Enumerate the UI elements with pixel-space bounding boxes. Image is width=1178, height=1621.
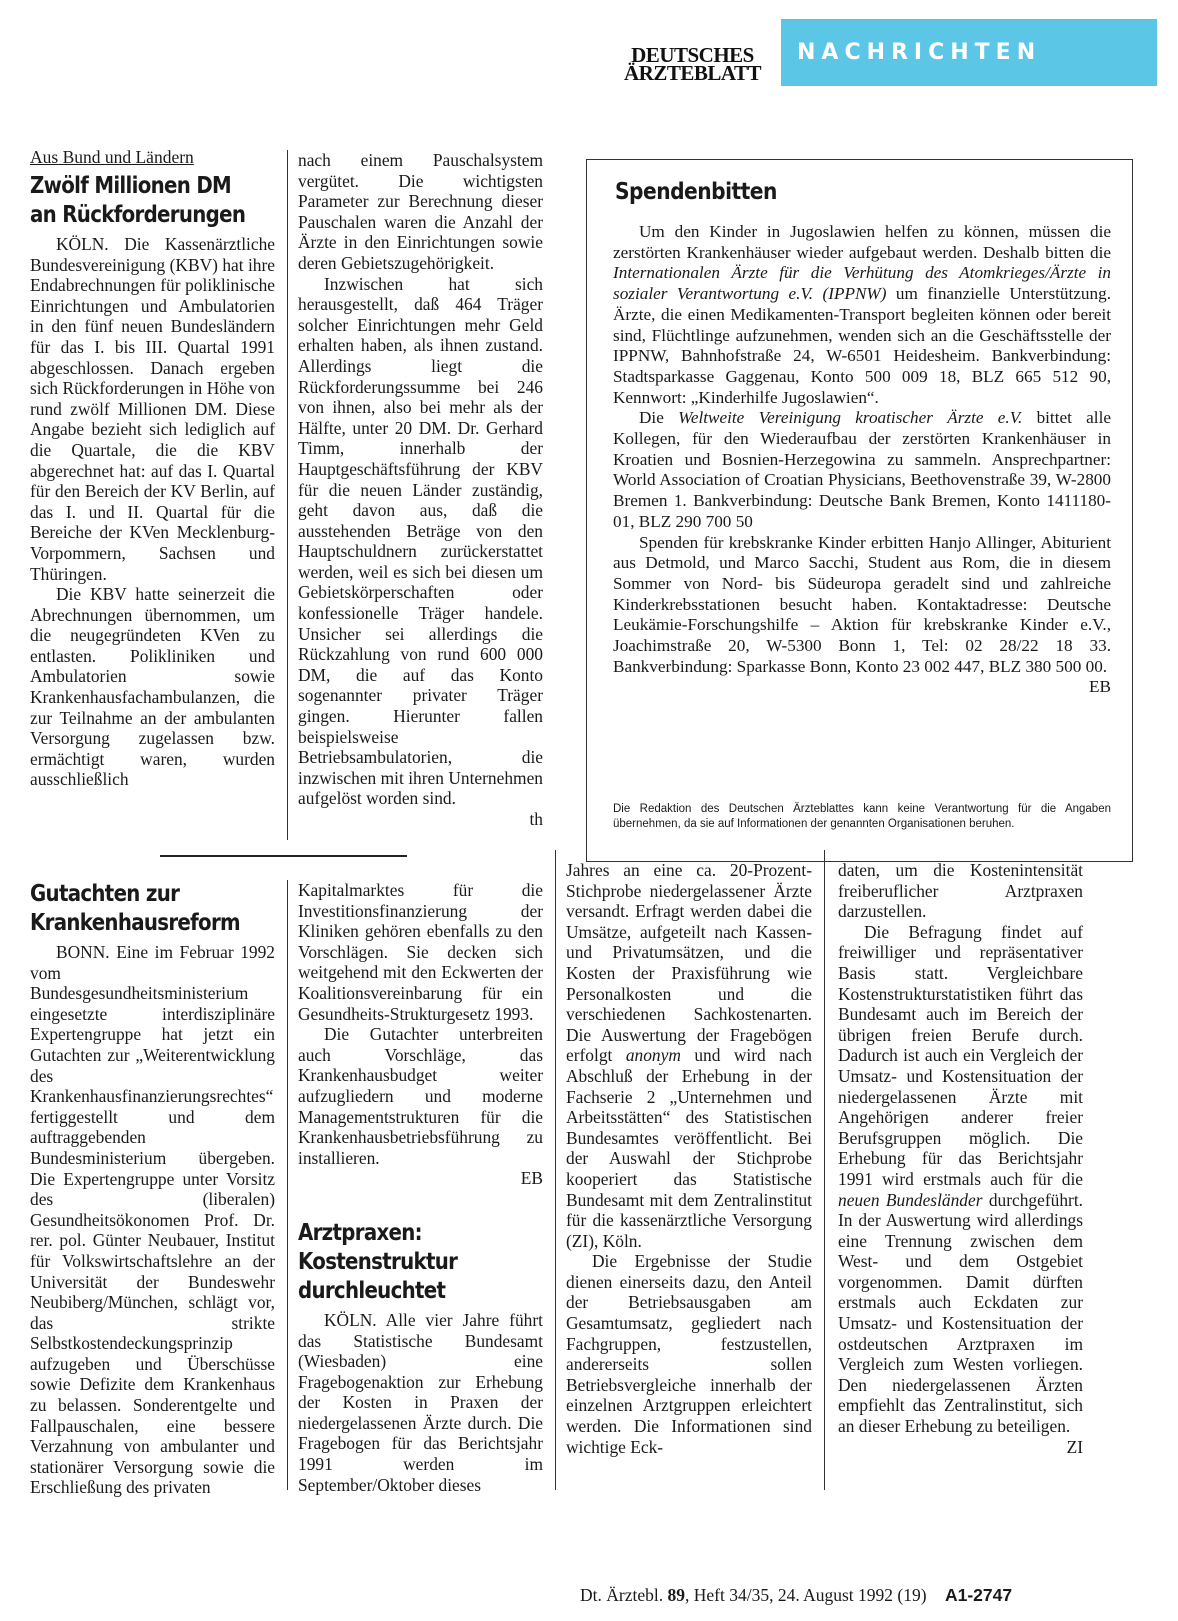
paragraph: daten, um die Kostenintensität freiberuflicher Arztpraxen darzustellen. — [838, 860, 1083, 922]
article1-column-1 — [30, 146, 275, 790]
box-title: Spendenbitten — [615, 179, 777, 205]
section-divider — [160, 855, 407, 857]
box-paragraph-1: Um den Kinder in Jugoslawien helfen zu können, müssen die zerstörten Krankenhäuser wieder aufgebaut werden. Deshalb bitten die Internationalen Ärzte für die Verhütung des Atomkrieges/Ärzte in sozialer Verantwortung e.V. (IPPNW) um finanzielle Unterstützung. Ärzte, die einen Medikamenten-Transport begleiten können oder bereit sind, Flüchtlinge aufzunehmen, wenden sich an die Geschäftsstelle der IPPNW, Bahnhofstraße 24, W-6501 Heidesheim. Bankverbindung: Stadtsparkasse Gaggenau, Konto 500 009 18, BLZ 665 512 90, Kennwort: „Kinderhilfe Jugoslawien“. — [613, 222, 1111, 407]
author-sign: EB — [520, 1168, 543, 1189]
box-paragraph-2: Die Weltweite Vereinigung kroatischer Ärzte e.V. bittet alle Kollegen, für den Wiederaufbau der zerstörten Krankenhäuser in Kroatien und Bosnien-Herzegowina zu sammeln. Ansprechpartner: World Association of Croatian Physicians, Beethovenstraße 39, W-2800 Bremen 1. Bankverbindung: Deutsche Bank Bremen, Konto 1411180-01, BLZ 290 700 50 — [613, 408, 1111, 531]
box-italic-organization: Weltweite Vereinigung kroatischer Ärzte e.V. — [678, 408, 1023, 428]
citation: Dt. Ärztebl. 89, Heft 34/35, 24. August 1992 (19) — [580, 1585, 927, 1605]
author-sign: EB — [1089, 677, 1111, 697]
box-italic-organization: Internationalen Ärzte für die Verhütung des Atomkrieges/Ärzte in sozialer Verantwortung e.V. (IPPNW) — [613, 263, 1111, 304]
paragraph: KÖLN. Alle vier Jahre führt das Statistische Bundesamt (Wiesbaden) eine Fragebogenaktion zur Erhebung der Kosten in Praxen der niedergelassenen Ärzte durch. Die Fragebogen für das Berichtsjahr 1991 werden im September/Oktober dieses — [298, 1309, 543, 1495]
italic-emphasis: neuen Bundesländer — [838, 1189, 983, 1210]
author-sign: ZI — [1066, 1436, 1083, 1457]
article2-headline-line1: Gutachten zur — [30, 881, 180, 907]
box-body — [613, 222, 1111, 698]
section-banner: NACHRICHTEN — [781, 19, 1157, 86]
paragraph: Inzwischen hat sich herausgestellt, daß 464 Träger solcher Einrichtungen mehr Geld erhalten haben, als ihnen zustand. Allerdings liegt die Rückforderungssumme bei 246 von ihnen, also bei mehr als der Hälfte, unter 20 DM. Dr. Gerhard Timm, innerhalb der Hauptgeschäftsführung der KBV für die neuen Länder zuständig, geht davon aus, daß die ausstehenden Beträge von den Hauptschuldnern zurückerstattet werden, weil es sich bei diesen um Gebietskörperschaften oder konfessionelle Träger handele. Unsicher sei allerdings die Rückzahlung von rund 600 000 DM, die auf das Konto sogenannter privater Träger gingen. Hierunter fallen beispielsweise Betriebsambulatorien, die inzwischen mit ihren Unternehmen aufgelöst worden sind. — [298, 273, 543, 809]
column-divider — [555, 850, 556, 1490]
article2-headline-line2: Krankenhausreform — [30, 910, 240, 936]
article1-headline — [30, 172, 246, 230]
paragraph: nach einem Pauschalsystem vergütet. Die wichtigsten Parameter zur Berechnung dieser Pauschalen waren die Anzahl der Ärzte in den Einrichtungen sowie deren Gebietszugehörigkeit. — [298, 150, 543, 273]
paragraph: KÖLN. Die Kassenärztliche Bundesvereinigung (KBV) hat ihre Endabrechnungen für poliklinische Einrichtungen und Ambulatorien in den fünf neuen Bundesländern für das I. bis III. Quartal 1991 abgeschlossen. Danach ergeben sich Rückforderungen in Höhe von rund zwölf Millionen DM. Diese Angabe bezieht sich lediglich auf die Quartale, die die KBV abgerechnet hat: auf das I. Quartal für den Bereich der KV Berlin, auf das I. und II. Quartal für die Bereiche der KVen Mecklenburg-Vorpommern, Sachsen und Thüringen. — [30, 234, 275, 584]
article2-column-2 — [298, 880, 543, 1495]
box-paragraph-3: Spenden für krebskranke Kinder erbitten Hanjo Allinger, Abiturient aus Detmold, und Marco Sacchi, Student aus Rom, die in diesem Sommer von Nord- bis Südeuropa geradelt sind und zahlreiche Kinderkrebsstationen besucht haben. Kontaktadresse: Deutsche Leukämie-Forschungshilfe – Aktion für krebskranke Kinder e.V., Joachimstraße 20, W-5300 Bonn 1, Tel: 02 28/22 18 33. Bankverbindung: Sparkasse Bonn, Konto 23 002 447, BLZ 380 500 00. — [613, 532, 1111, 676]
paragraph: Jahres an eine ca. 20-Prozent-Stichprobe niedergelassener Ärzte versandt. Erfragt werden dabei die Umsätze, aufgeteilt nach Kassen- und Privatumsätzen, und die Kosten der Praxisführung wie Personalkosten und die verschiedenen Sachkostenarten. Die Auswertung der Fragebögen erfolgt anonym und wird nach Abschluß der Erhebung in der Fachserie 2 „Unternehmen und Arbeitsstätten“ des Statistischen Bundesamtes veröffentlicht. Bei der Auswahl der Stichprobe kooperiert das Statistische Bundesamt mit dem Zentralinstitut für die kassenärztliche Versorgung (ZI), Köln. — [566, 860, 813, 1251]
italic-emphasis: anonym — [625, 1045, 681, 1066]
column-divider — [287, 880, 288, 1490]
article3-headline-line2: Kostenstruktur — [298, 1248, 458, 1275]
article1-headline-line2: an Rückforderungen — [30, 202, 246, 228]
article1-headline-line1: Zwölf Millionen DM — [30, 173, 232, 199]
logo-line-2: ÄRZTEBLATT — [624, 61, 761, 85]
paragraph: BONN. Eine im Februar 1992 vom Bundesgesundheitsministerium eingesetzte interdisziplinäre Expertengruppe hat jetzt ein Gutachten zur „Weiterentwicklung des Krankenhausfinanzierungsrechtes“ fertiggestellt und dem auftraggebenden Bundesministerium übergeben. Die Expertengruppe unter Vorsitz des (liberalen) Gesundheitsökonomen Prof. Dr. rer. pol. Günter Neubauer, Institut für Volkswirtschaftslehre an der Universität der Bundeswehr Neubiberg/München, schlägt vor, das strikte Selbstkostendeckungsprinzip aufzugeben und Überschüsse sowie Defizite dem Krankenhaus zu belassen. Sonderentgelte und Fallpauschalen, eine bessere Verzahnung von ambulanter und stationärer Versorgung sowie die Erschließung des privaten — [30, 942, 275, 1498]
paragraph: Kapitalmarktes für die Investitionsfinanzierung der Kliniken gehören ebenfalls zu den Vorschlägen. Sie decken sich weitgehend mit den Eckwerten der Koalitionsvereinbarung für ein Gesundheits-Strukturgesetz 1993. — [298, 880, 543, 1024]
page-footer — [580, 1585, 1012, 1606]
article1-column-2 — [298, 150, 543, 830]
article3-headline-line3: durchleuchtet — [298, 1277, 446, 1304]
article2-headline — [30, 880, 241, 938]
editorial-disclaimer: Die Redaktion des Deutschen Ärzteblattes kann keine Verantwortung für die Angaben übernehmen, da sie auf Informationen der genannten Organisationen beruhen. — [613, 803, 1111, 830]
page-number: A1-2747 — [944, 1585, 1013, 1605]
paragraph: Die KBV hatte seinerzeit die Abrechnungen übernommen, um die neugegründeten KVen zu entlasten. Polikliniken und Ambulatorien sowie Krankenhausfachambulanzen, die zur Teilnahme an der ambulanten Versorgung zugelassen bzw. ermächtigt waren, wurden ausschließlich — [30, 584, 275, 790]
article2-column-1 — [30, 880, 275, 1498]
paragraph: Die Befragung findet auf freiwilliger und repräsentativer Basis statt. Vergleichbare Kostenstrukturstatistiken führt das Bundesamt auch im Bereich der übrigen freien Berufe durch. Dadurch ist auch ein Vergleich der Umsatz- und Kostensituation der niedergelassenen Ärzte mit Angehörigen anderer freier Berufsgruppen möglich. Die Erhebung für das Berichtsjahr 1991 wird erstmals auch für die neuen Bundesländer durchgeführt. In der Auswertung wird allerdings eine Trennung zwischen dem West- und dem Ostgebiet vorgenommen. Damit dürften erstmals auch Eckdaten zur Umsatz- und Kostensituation der ostdeutschen Arztpraxen im Vergleich zum Westen vorliegen. Den niedergelassenen Ärzten empfiehlt das Zentralinstitut, sich an dieser Erhebung zu beteiligen. — [838, 921, 1083, 1437]
logo-line-1: DEUTSCHES — [631, 43, 754, 67]
article3-column-4 — [838, 860, 1083, 1457]
journal-logo — [615, 43, 770, 85]
article3-headline-line1: Arztpraxen: — [298, 1219, 422, 1246]
section-kicker: Aus Bund und Ländern — [30, 147, 194, 167]
column-divider — [824, 850, 825, 1490]
column-divider — [287, 150, 288, 840]
paragraph: Die Ergebnisse der Studie dienen einerseits dazu, den Anteil der Betriebsausgaben am Gesamtumsatz, gegliedert nach Fachgruppen, festzustellen, andererseits sollen Betriebsvergleiche innerhalb der einzelnen Arztgruppen erleichtert werden. Die Informationen sind wichtige Eck- — [566, 1251, 812, 1457]
article3-headline — [298, 1219, 509, 1306]
paragraph: Die Gutachter unterbreiten auch Vorschläge, das Krankenhausbudget weiter aufzugliedern und moderne Managementstrukturen für die Krankenhausbetriebsführung zu installieren. — [298, 1024, 543, 1168]
author-sign: th — [529, 809, 543, 829]
article3-column-3 — [566, 860, 812, 1457]
